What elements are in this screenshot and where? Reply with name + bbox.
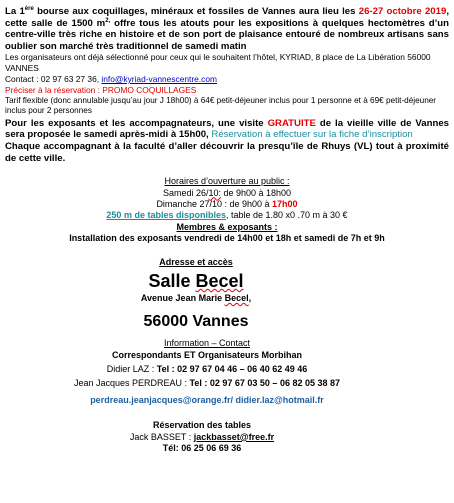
hours-sun-end: 17h00 [272, 198, 298, 209]
intro-text: La 1 [5, 6, 25, 17]
contact-1 [0, 364, 449, 375]
hotel-line: Les organisateurs ont déjà sélectionné pour ceux qui le souhaitent l’hôtel, KYRIAD, 8 place de La Libération 56000 VANNES [5, 52, 431, 74]
intro-text: bourse aux coquillages, minéraux et fossiles de Vannes aura lieu les [33, 6, 359, 17]
intro-sup: ère [24, 5, 34, 12]
hours-sun-text: Dimanche 27/10 : de 9h00 à [156, 198, 273, 209]
visit-free: GRATUITE [267, 117, 316, 129]
booking-section [0, 420, 449, 454]
promo-line: Préciser à la réservation : PROMO COQUILLAGES [5, 84, 197, 95]
hours-sat-text: Samedi 26/ [162, 187, 209, 198]
install-line: Installation des exposants vendredi de 14h00 et 18h et samedi de 7h et 9h [69, 233, 385, 244]
booking-contact [0, 432, 449, 443]
tables-text: , table de 1.80 x0 .70 m à 30 € [225, 210, 348, 221]
tables-line [5, 210, 449, 221]
hours-sunday [5, 199, 449, 210]
contact-emails[interactable]: perdreau.jeanjacques@orange.fr/ didier.laz@hotmail.fr [90, 395, 324, 405]
info-section [0, 338, 449, 406]
hours-section [5, 176, 449, 244]
info-subtitle: Correspondants ET Organisateurs Morbihan [111, 349, 303, 360]
contact-2-tel: Tel : 02 97 67 03 50 – 06 82 05 38 87 [189, 377, 340, 388]
intro-sup: 2, [105, 17, 111, 24]
city-line: 56000 Vannes [143, 313, 249, 331]
visit-text: Pour les exposants et les accompagnateurs, une visite [5, 117, 268, 129]
intro-paragraph [5, 6, 449, 52]
visit-text: Chaque accompagnant à la faculté d’aller découvrir la presqu’île de Rhuys (VL) tout à proximité de cette ville. [5, 140, 449, 164]
booking-title: Réservation des tables [152, 420, 252, 431]
venue-text: Salle [148, 270, 196, 291]
hotel-contact-prefix: Contact : 02 97 63 27 36, [5, 73, 102, 84]
tables-link[interactable]: 250 m de tables disponibles [106, 210, 226, 221]
booking-tel: Tél: 06 25 06 69 36 [162, 443, 242, 454]
street-text: , [248, 292, 252, 303]
address-section [0, 257, 449, 333]
booking-name: Jack BASSET : [129, 431, 194, 442]
hours-sat-month: 10: [208, 187, 221, 198]
visit-paragraph [5, 118, 449, 164]
hours-saturday [5, 188, 449, 199]
intro-text: offre tous les atouts pour les expositions à quelques hectomètres d’un centre-ville très riche en histoire et de son port de plaisance entouré de nombreux artisans sans oublier son marché très traditionnel de samedi matin [5, 17, 449, 52]
street-text: Avenue Jean Marie [140, 292, 225, 303]
hours-title: Horaires d’ouverture au public : [164, 176, 290, 187]
intro-text: , cette salle de 1500 m [5, 6, 449, 29]
hours-sat-text: de 9h00 à 18h00 [220, 187, 292, 198]
contact-1-tel: Tel : 02 97 67 04 46 – 06 40 62 49 46 [156, 364, 308, 375]
hotel-email-link[interactable]: info@kyriad-vannescentre.com [101, 73, 217, 84]
visit-text: de la vieille ville de Vannes sera proposée le samedi après-midi à 15h00, [5, 117, 449, 141]
info-title: Information – Contact [163, 338, 251, 349]
street-text: Becel [224, 292, 249, 303]
street-line [0, 293, 449, 304]
contact-2 [0, 378, 449, 389]
members-title: Membres & exposants : [176, 221, 278, 232]
tarif-line: Tarif flexible (donc annulable jusqu’au jour J 18h00) à 64€ petit-déjeuner inclus pour 1 personne et à 69€ petit-déjeuner inclus pour 2 personnes [5, 95, 437, 116]
contact-1-name: Didier LAZ : [106, 364, 157, 375]
booking-email-link[interactable]: jackbasset@free.fr [193, 431, 275, 442]
contact-2-name: Jean Jacques PERDREAU : [73, 377, 190, 388]
venue-text: Becel [195, 270, 244, 291]
visit-reservation: Réservation à effectuer sur la fiche d’inscription [211, 129, 413, 141]
venue-name [0, 270, 449, 292]
hotel-contact [5, 74, 449, 85]
address-title: Adresse et accès [159, 256, 233, 267]
event-dates: 26-27 octobre 2019 [358, 6, 447, 17]
